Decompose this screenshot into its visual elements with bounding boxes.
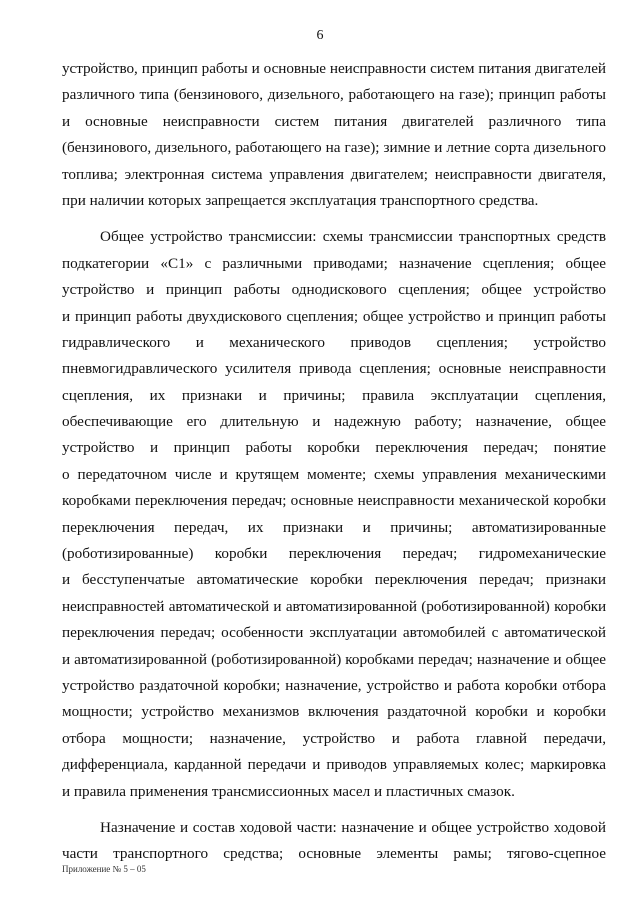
text-line: Общее устройство трансмиссии: схемы трансмиссии транспортных средств [100, 228, 606, 246]
text-line: пневмогидравлического усилителя привода сцепления; основные неисправности [62, 360, 606, 378]
text-line: устройство и принцип работы однодискового сцепления; общее устройство [62, 281, 606, 299]
text-line: и автоматизированной (роботизированной) коробками передач; назначение и общее [62, 650, 606, 668]
text-line: и принцип работы двухдискового сцепления; общее устройство и принцип работы [62, 307, 606, 325]
paragraph-chassis [62, 815, 606, 868]
text-line: при наличии которых запрещается эксплуатация транспортного средства. [62, 191, 539, 209]
text-line: (бензинового, дизельного, работающего на газе); зимние и летние сорта дизельного [62, 139, 606, 157]
text-line: и правила применения трансмиссионных масел и пластичных смазок. [62, 782, 515, 800]
text-line: дифференциала, карданной передачи и приводов управляемых колес; маркировка [62, 756, 606, 774]
text-line: части транспортного средства; основные элементы рамы; тягово-сцепное [62, 845, 606, 863]
text-line: обеспечивающие его длительную и надежную работу; назначение, общее [62, 413, 606, 431]
text-line: переключения передач; особенности эксплуатации автомобилей с автоматической [62, 624, 606, 642]
text-line: топлива; электронная система управления двигателем; неисправности двигателя, [62, 165, 606, 183]
text-line: устройство и принцип работы коробки переключения передач; понятие [62, 439, 606, 457]
text-line: и бесступенчатые автоматические коробки переключения передач; признаки [62, 571, 606, 589]
paragraph-transmission [62, 224, 606, 805]
text-line: Назначение и состав ходовой части: назначение и общее устройство ходовой [100, 818, 606, 836]
text-line: о передаточном числе и крутящем моменте; схемы управления механическими [62, 465, 606, 483]
text-line: переключения передач, их признаки и причины; автоматизированные [62, 518, 606, 536]
text-line: и основные неисправности систем питания двигателей различного типа [62, 112, 606, 130]
text-line: подкатегории «C1» с различными приводами; назначение сцепления; общее [62, 254, 606, 272]
paragraph-engine-fuel [62, 56, 606, 214]
text-line: неисправностей автоматической и автоматизированной (роботизированной) коробки [62, 597, 606, 615]
text-line: коробками переключения передач; основные неисправности механической коробки [62, 492, 606, 510]
text-line: мощности; устройство механизмов включения раздаточной коробки и коробки [62, 703, 606, 721]
text-line: отбора мощности; назначение, устройство и работа главной передачи, [62, 729, 606, 747]
text-line: сцепления, их признаки и причины; правила эксплуатации сцепления, [62, 386, 606, 404]
text-line: (роботизированные) коробки переключения передач; гидромеханические [62, 545, 606, 563]
text-line: устройство, принцип работы и основные неисправности систем питания двигателей [62, 60, 606, 77]
text-line: гидравлического и механического приводов сцепления; устройство [62, 333, 606, 351]
page-number: 6 [316, 28, 324, 43]
footer-appendix-note: Приложение № 5 – 05 [62, 864, 146, 874]
document-body [62, 56, 606, 868]
text-line: устройство раздаточной коробки; назначение, устройство и работа коробки отбора [62, 676, 606, 694]
text-line: различного типа (бензинового, дизельного, работающего на газе); принцип работы [62, 86, 606, 104]
